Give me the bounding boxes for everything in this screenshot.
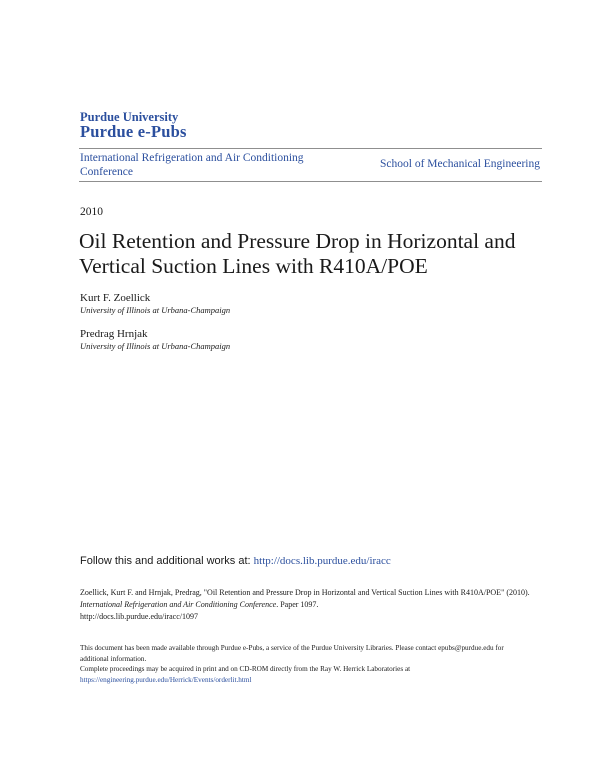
repository-link[interactable]: Purdue e-Pubs	[80, 122, 187, 141]
school-link[interactable]: School of Mechanical Engineering	[380, 158, 540, 170]
citation-text: Zoellick, Kurt F. and Hrnjak, Predrag, "Oil Retention and Pressure Drop in Horizontal and Vertical Suction Lines with R410A/POE" (2010).	[80, 588, 530, 597]
notice-line: This document has been made available through Purdue e-Pubs, a service of the Purdue University Libraries. Please contact epubs@purdue.edu for additional information.	[80, 644, 504, 663]
follow-line	[80, 555, 391, 567]
author-name: Predrag Hrnjak	[80, 328, 148, 340]
collection-link[interactable]: http://docs.lib.purdue.edu/iracc	[253, 555, 391, 567]
conference-link[interactable]: International Refrigeration and Air Conditioning Conference	[80, 152, 304, 178]
notice-line	[80, 664, 530, 685]
citation-conference: International Refrigeration and Air Conditioning Conference	[80, 600, 277, 609]
paper-title: Oil Retention and Pressure Drop in Horizontal and Vertical Suction Lines with R410A/POE	[79, 229, 516, 278]
citation-url[interactable]: http://docs.lib.purdue.edu/iracc/1097	[80, 612, 198, 621]
publication-year: 2010	[80, 206, 103, 218]
author-affiliation: University of Illinois at Urbana-Champaign	[80, 341, 231, 351]
follow-text: Follow this and additional works at:	[80, 555, 254, 567]
availability-notice	[80, 643, 530, 685]
university-link[interactable]: Purdue University	[80, 110, 179, 124]
author-affiliation: University of Illinois at Urbana-Champaign	[80, 305, 231, 315]
author-name: Kurt F. Zoellick	[80, 292, 151, 304]
header-divider-top	[79, 148, 542, 149]
recommended-citation	[80, 587, 530, 623]
citation-paper-number: . Paper 1097.	[276, 600, 319, 609]
header-divider-bottom	[79, 181, 542, 182]
herrick-link[interactable]: https://engineering.purdue.edu/Herrick/Events/orderlit.html	[80, 675, 252, 684]
notice-text: Complete proceedings may be acquired in print and on CD-ROM directly from the Ray W. Herrick Laboratories at	[80, 665, 411, 673]
